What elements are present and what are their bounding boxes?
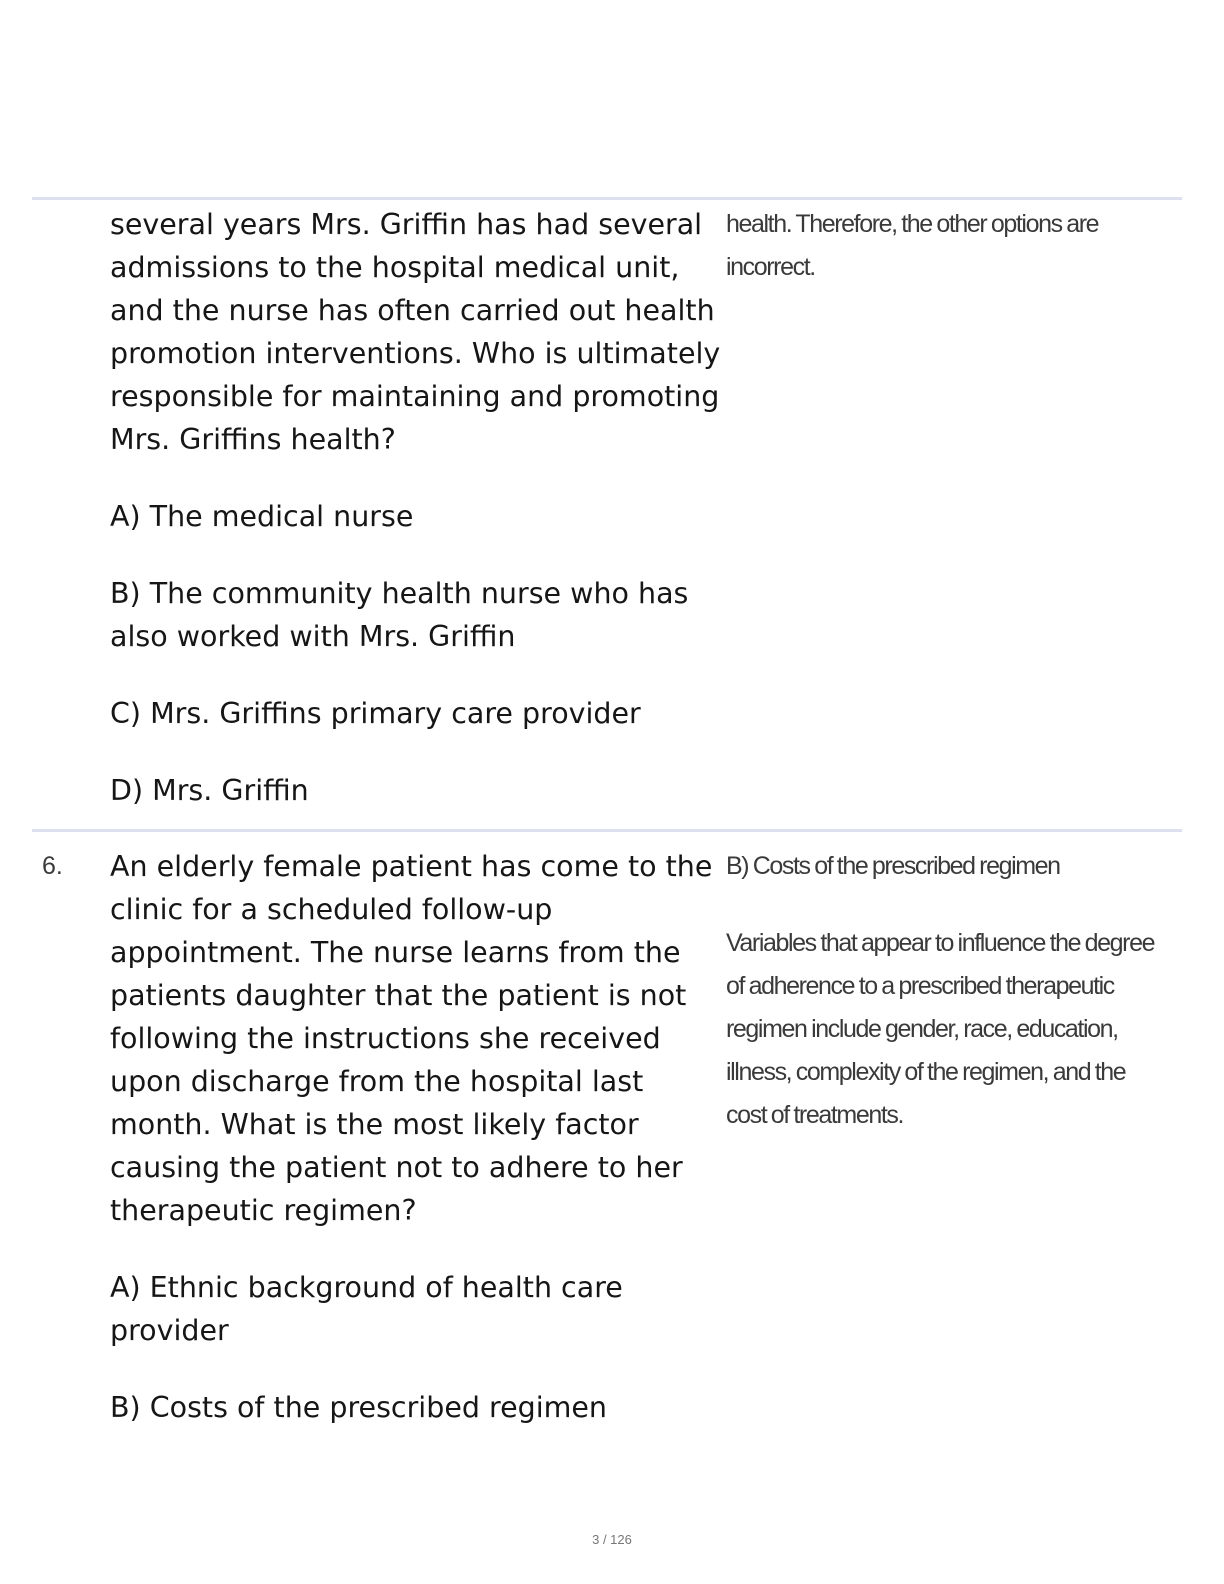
question-6-body	[110, 845, 722, 1429]
question-5-answer	[726, 203, 1170, 289]
question-6-number: 6.	[42, 852, 63, 880]
question-6-stem: An elderly female patient has come to the clinic for a scheduled follow-up appointment. The nurse learns from the patients daughter that the patient is not following the instructions she received upon discharge from the hospital last month. What is the most likely factor causing the patient not to adhere to her therapeutic regimen?	[110, 850, 713, 1227]
question-5-option-b: B) The community health nurse who has also worked with Mrs. Griffin	[110, 577, 689, 653]
question-5-option-a: A) The medical nurse	[110, 500, 414, 533]
question-5-option-d: D) Mrs. Griffin	[110, 774, 309, 807]
question-6-option-a: A) Ethnic background of health care provider	[110, 1271, 623, 1347]
question-5-option-c: C) Mrs. Griffins primary care provider	[110, 697, 641, 730]
page-indicator: 3 / 126	[592, 1532, 632, 1547]
question-5-body	[110, 203, 722, 812]
question-divider	[32, 829, 1182, 832]
question-6-correct-answer: B) Costs of the prescribed regimen	[726, 852, 1060, 880]
question-6-answer	[726, 845, 1170, 1137]
question-6-explanation: Variables that appear to influence the degree of adherence to a prescribed therapeutic regimen include gender, race, education, illness, complexity of the regimen, and the cost of treatments.	[726, 929, 1155, 1129]
question-5-answer-text: health. Therefore, the other options are incorrect.	[726, 210, 1099, 281]
top-divider	[32, 197, 1182, 200]
question-5-stem: several years Mrs. Griffin has had several admissions to the hospital medical unit, and the nurse has often carried out health promotion interventions. Who is ultimately responsible for maintaining and promoting Mrs. Griffins health?	[110, 208, 721, 456]
question-6-option-b: B) Costs of the prescribed regimen	[110, 1391, 607, 1424]
